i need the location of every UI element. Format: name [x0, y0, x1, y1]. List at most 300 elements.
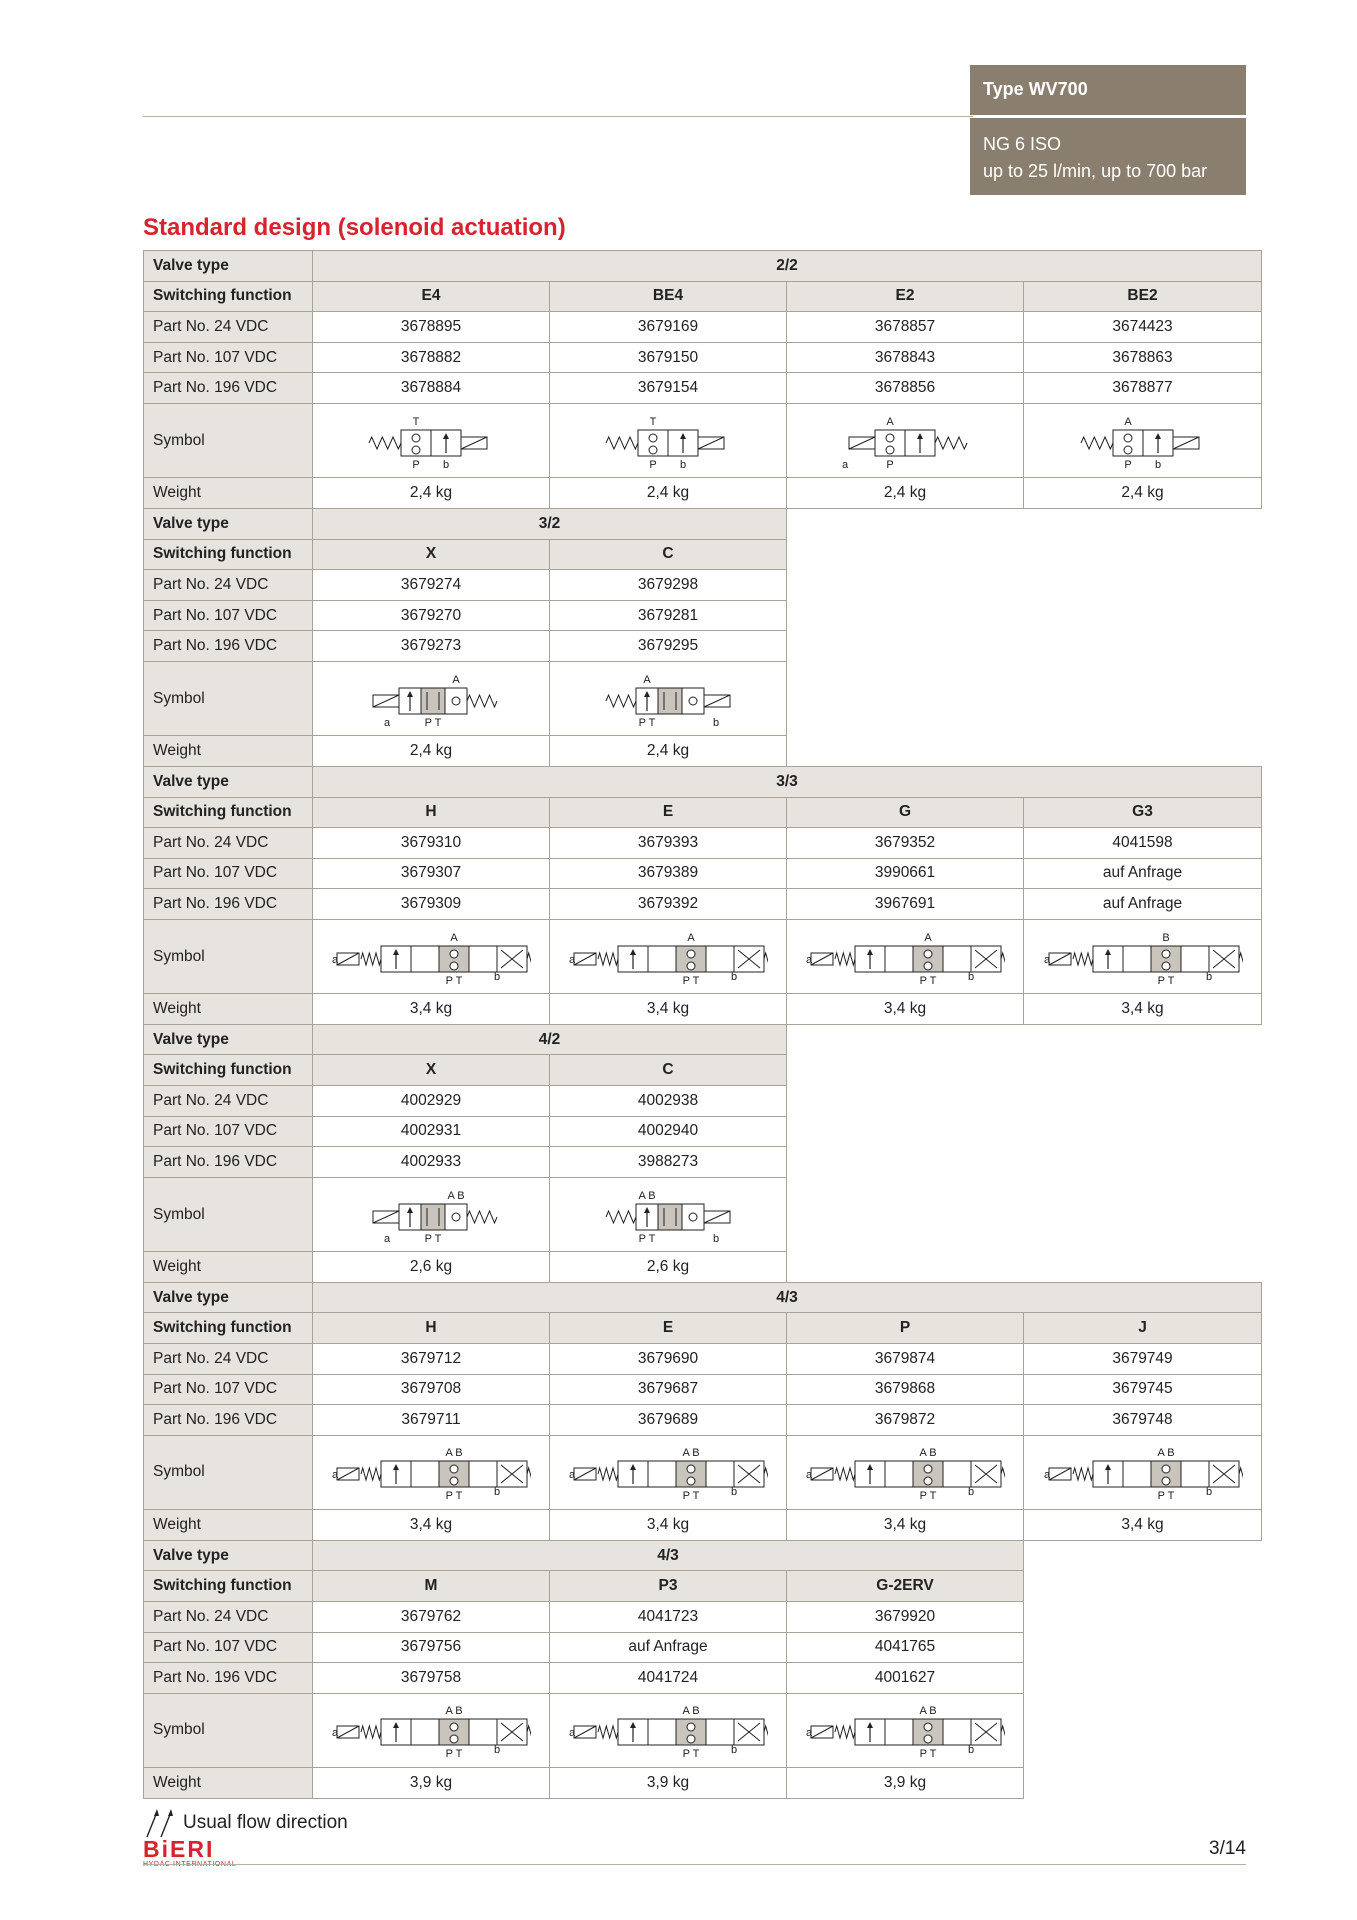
port-label: b	[967, 970, 975, 983]
port-label: a	[331, 1727, 339, 1740]
symbol-row	[144, 1693, 1262, 1767]
part-number: 3679274	[313, 570, 550, 601]
port-label: A B	[1156, 1447, 1175, 1460]
row-label: Switching function	[144, 539, 313, 570]
row-label: Weight	[144, 1510, 313, 1541]
part-number: auf Anfrage	[550, 1632, 787, 1663]
empty-cell	[1024, 1540, 1262, 1571]
switching-function-row	[144, 539, 1262, 570]
symbol-cell	[313, 661, 550, 735]
row-label: Symbol	[144, 403, 313, 477]
row-label: Part No. 107 VDC	[144, 1374, 313, 1405]
port-label: A B	[919, 1447, 937, 1460]
empty-cell	[787, 539, 1024, 570]
empty-cell	[1024, 1601, 1262, 1632]
valve-type-row	[144, 1024, 1262, 1055]
part-number-row	[144, 1663, 1262, 1694]
flow-pressure-range: up to 25 l/min, up to 700 bar	[983, 161, 1208, 181]
switching-function: E2	[787, 281, 1024, 312]
port-label: a	[568, 1469, 576, 1482]
part-number-row	[144, 1601, 1262, 1632]
symbol-cell	[313, 1693, 550, 1767]
switching-function: G-2ERV	[787, 1571, 1024, 1602]
part-number: 3674423	[1024, 312, 1262, 343]
row-label: Valve type	[144, 766, 313, 797]
page-number: 3/14	[1209, 1838, 1246, 1859]
port-label: a	[331, 953, 339, 966]
port-label: A B	[682, 1447, 700, 1460]
row-label: Part No. 107 VDC	[144, 1116, 313, 1147]
part-number: 3678863	[1024, 342, 1262, 373]
weight-value: 2,4 kg	[1024, 478, 1262, 509]
weight-value: 3,4 kg	[1024, 1510, 1262, 1541]
row-label: Symbol	[144, 919, 313, 993]
part-number-row	[144, 1405, 1262, 1436]
valve-type-row	[144, 251, 1262, 282]
part-number: 4001627	[787, 1663, 1024, 1694]
port-label: P T	[919, 1490, 937, 1503]
part-number: 4002940	[550, 1116, 787, 1147]
part-number: 4041723	[550, 1601, 787, 1632]
row-label: Switching function	[144, 281, 313, 312]
weight-row	[144, 736, 1262, 767]
symbol-cell	[550, 403, 787, 477]
weight-value: 2,4 kg	[313, 736, 550, 767]
part-number: 3679748	[1024, 1405, 1262, 1436]
switching-function: G	[787, 797, 1024, 828]
symbol-cell	[1024, 403, 1262, 477]
row-label: Part No. 107 VDC	[144, 858, 313, 889]
port-label: P T	[445, 1490, 463, 1503]
row-label: Part No. 196 VDC	[144, 1147, 313, 1178]
switching-function: BE2	[1024, 281, 1262, 312]
port-label: A	[450, 931, 458, 944]
switching-function: C	[550, 1055, 787, 1086]
port-label: A	[924, 931, 932, 944]
port-label: P T	[445, 1748, 463, 1761]
port-label: P T	[682, 1490, 700, 1503]
symbol-row	[144, 1435, 1262, 1509]
valve-type-row	[144, 1282, 1262, 1313]
part-number: 3679687	[550, 1374, 787, 1405]
port-label: A B	[919, 1705, 937, 1718]
part-number-row	[144, 1374, 1262, 1405]
part-number: 3679868	[787, 1374, 1024, 1405]
empty-cell	[1024, 1086, 1262, 1117]
valve-symbol	[1043, 924, 1243, 990]
empty-cell	[787, 1086, 1024, 1117]
valve-symbol	[331, 924, 531, 990]
part-number: 3679273	[313, 631, 550, 662]
empty-cell	[1024, 1252, 1262, 1283]
port-label: a	[383, 1232, 391, 1245]
part-number: 3679154	[550, 373, 787, 404]
empty-cell	[787, 661, 1024, 735]
valve-symbol	[805, 408, 1005, 474]
page-title: Standard design (solenoid actuation)	[143, 214, 566, 241]
part-number-row	[144, 858, 1262, 889]
empty-cell	[787, 600, 1024, 631]
valve-symbol	[805, 1697, 1005, 1763]
part-number: 3679745	[1024, 1374, 1262, 1405]
part-number: 3679392	[550, 889, 787, 920]
row-label: Valve type	[144, 1024, 313, 1055]
symbol-cell	[787, 403, 1024, 477]
switching-function-row	[144, 1313, 1262, 1344]
weight-value: 3,9 kg	[787, 1768, 1024, 1799]
part-number: 3678856	[787, 373, 1024, 404]
symbol-cell	[787, 919, 1024, 993]
weight-row	[144, 1252, 1262, 1283]
empty-cell	[1024, 600, 1262, 631]
empty-cell	[787, 1147, 1024, 1178]
symbol-cell	[550, 1435, 787, 1509]
port-label: P	[649, 458, 657, 471]
port-label: b	[712, 1232, 720, 1245]
port-label: P T	[682, 1748, 700, 1761]
weight-value: 3,4 kg	[550, 1510, 787, 1541]
port-label: P T	[1157, 974, 1174, 987]
switching-function: E	[550, 1313, 787, 1344]
port-label: b	[1205, 1486, 1212, 1499]
port-label: A	[687, 931, 695, 944]
weight-row	[144, 478, 1262, 509]
row-label: Part No. 196 VDC	[144, 631, 313, 662]
port-label: b	[442, 458, 450, 471]
part-number: 4041598	[1024, 828, 1262, 859]
valve-symbol	[331, 666, 531, 732]
row-label: Part No. 196 VDC	[144, 373, 313, 404]
part-number: 3679920	[787, 1601, 1024, 1632]
part-number: 4002933	[313, 1147, 550, 1178]
port-label: P T	[919, 1748, 937, 1761]
row-label: Valve type	[144, 251, 313, 282]
port-label: P T	[445, 974, 463, 987]
part-number-row	[144, 1632, 1262, 1663]
empty-cell	[787, 736, 1024, 767]
row-label: Symbol	[144, 661, 313, 735]
row-label: Switching function	[144, 1055, 313, 1086]
symbol-cell	[550, 919, 787, 993]
port-label: A B	[445, 1705, 463, 1718]
flow-legend	[143, 1806, 348, 1840]
row-label: Part No. 196 VDC	[144, 889, 313, 920]
switching-function: C	[550, 539, 787, 570]
port-label: a	[568, 953, 576, 966]
part-number: 3679150	[550, 342, 787, 373]
switching-function: H	[313, 797, 550, 828]
valve-symbol	[568, 1439, 768, 1505]
part-number: 3679295	[550, 631, 787, 662]
port-label: b	[730, 1744, 738, 1757]
valve-symbol	[331, 1182, 531, 1248]
part-number: 3679393	[550, 828, 787, 859]
part-number-row	[144, 312, 1262, 343]
part-number: 3679689	[550, 1405, 787, 1436]
row-label: Weight	[144, 736, 313, 767]
empty-cell	[1024, 1571, 1262, 1602]
switching-function: E4	[313, 281, 550, 312]
empty-cell	[787, 631, 1024, 662]
part-number: 3679872	[787, 1405, 1024, 1436]
port-label: P	[412, 458, 420, 471]
row-label: Part No. 24 VDC	[144, 828, 313, 859]
row-label: Part No. 24 VDC	[144, 1086, 313, 1117]
valve-spec-table	[143, 250, 1262, 1799]
port-label: a	[568, 1727, 576, 1740]
valve-type-row	[144, 1540, 1262, 1571]
weight-value: 2,4 kg	[313, 478, 550, 509]
port-label: P T	[682, 974, 700, 987]
switching-function-row	[144, 281, 1262, 312]
row-label: Part No. 24 VDC	[144, 1344, 313, 1375]
empty-cell	[787, 1177, 1024, 1251]
weight-value: 3,4 kg	[313, 1510, 550, 1541]
weight-value: 3,4 kg	[787, 1510, 1024, 1541]
part-number: 4002938	[550, 1086, 787, 1117]
symbol-cell	[550, 1693, 787, 1767]
row-label: Valve type	[144, 1540, 313, 1571]
port-label: A	[1123, 415, 1132, 428]
switching-function: X	[313, 1055, 550, 1086]
empty-cell	[787, 1024, 1262, 1055]
symbol-row	[144, 1177, 1262, 1251]
part-number: 4041724	[550, 1663, 787, 1694]
part-number: 3678882	[313, 342, 550, 373]
part-number-row	[144, 570, 1262, 601]
symbol-cell	[313, 403, 550, 477]
symbol-cell	[550, 1177, 787, 1251]
flow-arrows-icon	[143, 1806, 177, 1840]
row-label: Weight	[144, 994, 313, 1025]
part-number: 3678884	[313, 373, 550, 404]
empty-cell	[1024, 1693, 1262, 1767]
part-number-row	[144, 1116, 1262, 1147]
port-label: b	[967, 1744, 975, 1757]
switching-function: BE4	[550, 281, 787, 312]
part-number: 3679874	[787, 1344, 1024, 1375]
weight-value: 3,4 kg	[1024, 994, 1262, 1025]
empty-cell	[1024, 1632, 1262, 1663]
valve-symbol	[568, 1182, 768, 1248]
row-label: Part No. 24 VDC	[144, 1601, 313, 1632]
port-label: a	[383, 716, 391, 729]
part-number: 3679298	[550, 570, 787, 601]
empty-cell	[787, 1252, 1024, 1283]
symbol-row	[144, 919, 1262, 993]
footer-rule	[143, 1864, 1246, 1865]
brand-subtitle: HYDAC INTERNATIONAL	[143, 1861, 237, 1868]
port-label: b	[1154, 458, 1161, 471]
valve-symbol	[568, 408, 768, 474]
part-number: 3679749	[1024, 1344, 1262, 1375]
empty-cell	[1024, 570, 1262, 601]
empty-cell	[1024, 1177, 1262, 1251]
empty-cell	[787, 1116, 1024, 1147]
port-label: A	[452, 673, 460, 686]
row-label: Valve type	[144, 508, 313, 539]
nominal-size: NG 6 ISO	[983, 134, 1062, 154]
symbol-cell	[1024, 1435, 1262, 1509]
brand-name: BiERI	[143, 1836, 215, 1862]
valve-type-value: 2/2	[313, 251, 1262, 282]
part-number: 3967691	[787, 889, 1024, 920]
port-label: P T	[424, 1232, 442, 1245]
switching-function: G3	[1024, 797, 1262, 828]
part-number: 3679712	[313, 1344, 550, 1375]
row-label: Weight	[144, 478, 313, 509]
part-number-row	[144, 1344, 1262, 1375]
part-number: 4041765	[787, 1632, 1024, 1663]
part-number: auf Anfrage	[1024, 889, 1262, 920]
part-number: 3678877	[1024, 373, 1262, 404]
empty-cell	[787, 508, 1262, 539]
valve-type-value: 4/2	[313, 1024, 787, 1055]
valve-type-row	[144, 508, 1262, 539]
row-label: Part No. 107 VDC	[144, 600, 313, 631]
symbol-cell	[313, 919, 550, 993]
port-label: P	[886, 458, 894, 471]
valve-symbol	[805, 924, 1005, 990]
port-label: A	[643, 673, 651, 686]
port-label: b	[493, 970, 501, 983]
valve-symbol	[1043, 1439, 1243, 1505]
valve-symbol	[568, 666, 768, 732]
port-label: P	[1123, 458, 1132, 471]
row-label: Symbol	[144, 1693, 313, 1767]
symbol-row	[144, 403, 1262, 477]
switching-function-row	[144, 1055, 1262, 1086]
part-number: 3679708	[313, 1374, 550, 1405]
part-number: 3679762	[313, 1601, 550, 1632]
valve-type-value: 4/3	[313, 1282, 1262, 1313]
empty-cell	[1024, 631, 1262, 662]
valve-symbol	[568, 924, 768, 990]
port-label: A B	[447, 1189, 465, 1202]
weight-value: 3,9 kg	[313, 1768, 550, 1799]
port-label: A B	[445, 1447, 463, 1460]
flow-legend-text: Usual flow direction	[183, 1812, 348, 1833]
port-label: B	[1161, 931, 1170, 944]
switching-function: M	[313, 1571, 550, 1602]
empty-cell	[1024, 1116, 1262, 1147]
part-number: 3679389	[550, 858, 787, 889]
part-number-row	[144, 631, 1262, 662]
valve-type-row	[144, 766, 1262, 797]
row-label: Valve type	[144, 1282, 313, 1313]
switching-function: H	[313, 1313, 550, 1344]
valve-symbol	[331, 408, 531, 474]
part-number-row	[144, 1147, 1262, 1178]
symbol-cell	[550, 661, 787, 735]
weight-value: 3,4 kg	[787, 994, 1024, 1025]
port-label: A B	[682, 1705, 700, 1718]
valve-type-value: 4/3	[313, 1540, 1024, 1571]
row-label: Symbol	[144, 1177, 313, 1251]
weight-row	[144, 1768, 1262, 1799]
port-label: a	[805, 1727, 813, 1740]
part-number: 3988273	[550, 1147, 787, 1178]
switching-function: E	[550, 797, 787, 828]
weight-value: 2,6 kg	[550, 1252, 787, 1283]
part-number: 3990661	[787, 858, 1024, 889]
part-number: 3679309	[313, 889, 550, 920]
empty-cell	[1024, 736, 1262, 767]
row-label: Switching function	[144, 1571, 313, 1602]
part-number: 3679758	[313, 1663, 550, 1694]
port-label: a	[805, 953, 813, 966]
part-number: 3679352	[787, 828, 1024, 859]
valve-symbol	[568, 1697, 768, 1763]
symbol-row	[144, 661, 1262, 735]
weight-row	[144, 1510, 1262, 1541]
empty-cell	[1024, 539, 1262, 570]
switching-function-row	[144, 797, 1262, 828]
weight-value: 2,4 kg	[550, 736, 787, 767]
row-label: Switching function	[144, 797, 313, 828]
switching-function: P	[787, 1313, 1024, 1344]
spec-summary	[970, 118, 1246, 195]
port-label: P T	[638, 1232, 656, 1245]
port-label: A B	[638, 1189, 656, 1202]
symbol-cell	[787, 1693, 1024, 1767]
valve-symbol	[331, 1697, 531, 1763]
empty-cell	[1024, 661, 1262, 735]
row-label: Part No. 196 VDC	[144, 1663, 313, 1694]
part-number: 3678843	[787, 342, 1024, 373]
part-number: 3679711	[313, 1405, 550, 1436]
port-label: b	[493, 1744, 501, 1757]
row-label: Part No. 24 VDC	[144, 570, 313, 601]
valve-symbol	[1043, 408, 1243, 474]
header-rule	[143, 116, 973, 117]
empty-cell	[1024, 1147, 1262, 1178]
weight-value: 2,4 kg	[550, 478, 787, 509]
port-label: a	[1043, 953, 1050, 966]
port-label: T	[649, 415, 657, 428]
weight-value: 3,4 kg	[313, 994, 550, 1025]
port-label: b	[730, 1486, 738, 1499]
part-number-row	[144, 828, 1262, 859]
port-label: T	[412, 415, 420, 428]
port-label: b	[712, 716, 720, 729]
symbol-cell	[787, 1435, 1024, 1509]
switching-function-row	[144, 1571, 1262, 1602]
port-label: A	[886, 415, 894, 428]
part-number: 4002931	[313, 1116, 550, 1147]
port-label: P T	[638, 716, 656, 729]
empty-cell	[787, 1055, 1024, 1086]
empty-cell	[787, 570, 1024, 601]
symbol-cell	[1024, 919, 1262, 993]
valve-symbol	[805, 1439, 1005, 1505]
row-label: Part No. 196 VDC	[144, 1405, 313, 1436]
port-label: b	[493, 1486, 501, 1499]
port-label: b	[730, 970, 738, 983]
row-label: Symbol	[144, 1435, 313, 1509]
valve-type-value: 3/2	[313, 508, 787, 539]
row-label: Switching function	[144, 1313, 313, 1344]
part-number-row	[144, 600, 1262, 631]
part-number: 4002929	[313, 1086, 550, 1117]
row-label: Part No. 24 VDC	[144, 312, 313, 343]
port-label: a	[805, 1469, 813, 1482]
port-label: P T	[919, 974, 937, 987]
weight-value: 3,4 kg	[550, 994, 787, 1025]
port-label: a	[1043, 1469, 1050, 1482]
part-number: 3678895	[313, 312, 550, 343]
part-number-row	[144, 889, 1262, 920]
